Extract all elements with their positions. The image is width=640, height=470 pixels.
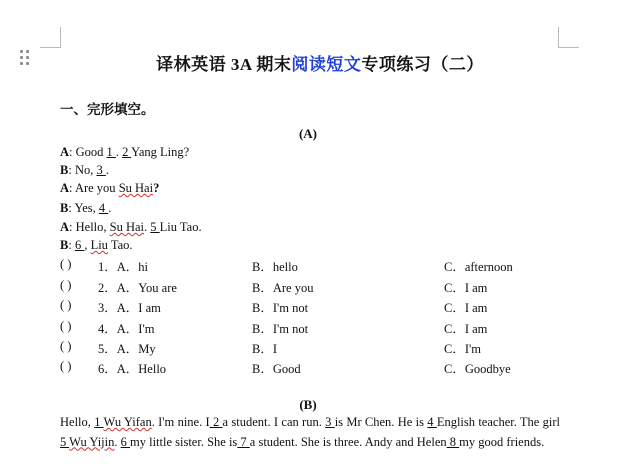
blank-5: 5 (150, 220, 160, 234)
blank-1: 1 (106, 145, 116, 159)
option-a: 3．A．I am (98, 301, 161, 315)
blank-2: 2 (209, 415, 223, 429)
dialogue-line-3: A: Are you Su Hai? (60, 181, 160, 195)
option-a: 6．A．Hello (98, 362, 167, 376)
option-c: C．I am (444, 322, 488, 336)
blank-6: 6 (120, 434, 130, 449)
blank-3: 3 (96, 163, 106, 177)
blank-6: 6 (74, 238, 85, 252)
part-a-label: (A) (298, 126, 318, 141)
page-corner-mark-left (40, 27, 61, 48)
title-prefix: 译林英语 3A 期末 (156, 55, 292, 74)
answer-paren[interactable]: ( ) (60, 257, 72, 271)
blank-2: 2 (122, 145, 132, 159)
title-highlight: 阅读短文 (291, 55, 362, 74)
spellcheck-name: Wu Yijin (69, 434, 115, 449)
dialogue-line-4: B: Yes, 4 . (60, 201, 112, 215)
blank-7: 7 (237, 434, 250, 449)
option-c: C．afternoon (444, 260, 513, 274)
blank-1: 1 (94, 415, 104, 429)
page-title (0, 50, 640, 75)
dialogue-line-6: B: 6 , Liu Tao. (60, 238, 133, 252)
blank-8: 8 (446, 434, 460, 449)
dialogue-line-1: A: Good 1 . 2 Yang Ling? (60, 145, 190, 159)
answer-paren[interactable]: ( ) (60, 319, 72, 333)
page-corner-mark-right (558, 27, 579, 48)
spellcheck-name: Liu (90, 238, 108, 252)
option-c: C．Goodbye (444, 362, 511, 376)
option-b: B．hello (252, 260, 298, 274)
option-a: 1．A．hi (98, 260, 149, 274)
blank-3: 3 (325, 415, 335, 429)
option-b: B．I'm not (252, 301, 309, 315)
title-suffix: 专项练习（二） (361, 55, 484, 74)
option-a: 4．A．I'm (98, 322, 155, 336)
spellcheck-name: Su Hai (109, 220, 145, 234)
spellcheck-name: Su Hai (118, 181, 154, 195)
option-b: B．Good (252, 362, 301, 376)
option-b: B．I'm not (252, 322, 309, 336)
dialogue-line-2: B: No, 3 . (60, 163, 109, 177)
blank-4: 4 (427, 415, 437, 429)
option-b: B．I (252, 342, 278, 356)
part-b-label: (B) (299, 397, 317, 412)
dialogue-line-5: A: Hello, Su Hai. 5 Liu Tao. (60, 220, 202, 234)
spellcheck-name: Wu Yifan (103, 415, 152, 429)
blank-4: 4 (98, 201, 109, 215)
answer-paren[interactable]: ( ) (60, 278, 72, 292)
option-b: B．Are you (252, 281, 314, 295)
option-a: 5．A．My (98, 342, 156, 356)
passage-paragraph: Hello, 1 Wu Yifan. I'm nine. I 2 a student. I can run. 3 is Mr Chen. He is 4 English teacher. The girl 5 Wu Yijin. 6 my little sister. She is 7 a student. She is three. Andy and Helen 8 my good friends. (60, 415, 561, 449)
section-heading: 一、完形填空。 (60, 102, 155, 117)
option-c: C．I am (444, 301, 488, 315)
blank-5: 5 (60, 434, 70, 449)
option-a: 2．A．You are (98, 281, 177, 295)
answer-paren[interactable]: ( ) (60, 298, 72, 312)
answer-paren[interactable]: ( ) (60, 359, 72, 373)
option-c: C．I'm (444, 342, 481, 356)
answer-paren[interactable]: ( ) (60, 339, 72, 353)
option-c: C．I am (444, 281, 488, 295)
